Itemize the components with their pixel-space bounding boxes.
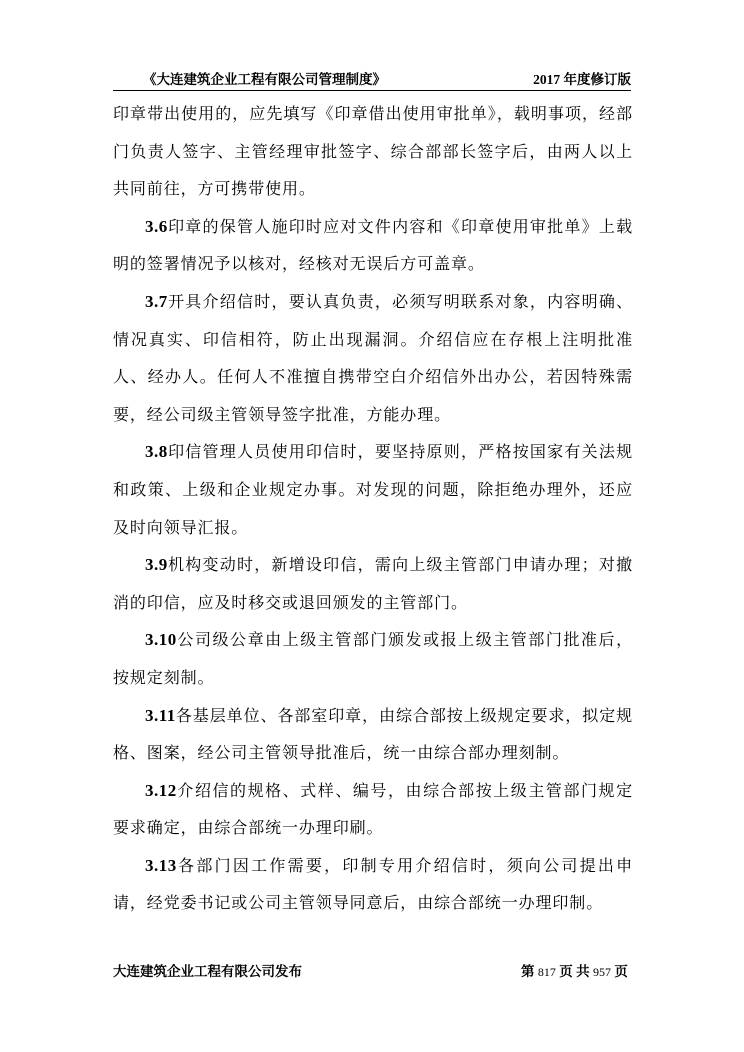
paragraph-3-7 [113,283,633,433]
clause-number: 3.12 [145,780,177,800]
paragraph-text: 印信管理人员使用印信时，要坚持原则，严格按国家有关法规和政策、上级和企业规定办事。对发现的问题，除拒绝办理外，还应及时向领导汇报。 [113,442,633,537]
paragraph-text: 印章带出使用的，应先填写《印章借出使用审批单》，载明事项，经部门负责人签字、主管经理审批签字、综合部部长签字后，由两人以上共同前往，方可携带使用。 [113,104,633,199]
total-page-number: 957 [593,965,611,979]
clause-number: 3.9 [145,555,168,575]
paragraph-3-10 [113,621,633,696]
page-prefix: 第 [521,964,535,979]
paragraph-text: 开具介绍信时，要认真负责，必须写明联系对象，内容明确、情况真实、印信相符，防止出现漏洞。介绍信应在存根上注明批准人、经办人。任何人不准擅自携带空白介绍信外出办公，若因特殊需要，经公司级主管领导签字批准，方能办理。 [113,291,633,424]
paragraph-3-13 [113,847,633,922]
publisher-label: 大连建筑企业工程有限公司发布 [113,964,302,979]
page-header [113,64,631,91]
paragraph-3-11 [113,697,633,772]
page-suffix: 页 [614,964,628,979]
clause-number: 3.11 [145,705,176,725]
clause-number: 3.13 [145,855,177,875]
clause-number: 3.8 [145,442,168,462]
paragraph-text: 介绍信的规格、式样、编号，由综合部按上级主管部门规定要求确定，由综合部统一办理印刷。 [113,780,633,838]
paragraph-continued [113,95,633,208]
revision-label: 2017 年度修订版 [533,72,631,87]
page-counter [521,960,628,980]
current-page-number: 817 [537,965,556,979]
paragraph-3-12 [113,772,633,847]
paragraph-text: 机构变动时，新增设印信，需向上级主管部门申请办理；对撤消的印信，应及时移交或退回颁发的主管部门。 [113,555,633,612]
paragraph-text: 印章的保管人施印时应对文件内容和《印章使用审批单》上载明的签署情况予以核对，经核对无误后方可盖章。 [113,216,633,274]
paragraph-3-9 [113,546,633,621]
clause-number: 3.6 [145,216,168,236]
paragraph-3-6 [113,208,633,283]
paragraph-text: 各基层单位、各部室印章，由综合部按上级规定要求，拟定规格、图案，经公司主管领导批准后，统一由综合部办理刻制。 [113,705,633,763]
page-mid: 页 共 [559,964,590,979]
document-body [113,95,633,922]
clause-number: 3.10 [145,630,177,650]
document-title: 《大连建筑企业工程有限公司管理制度》 [143,72,386,87]
paragraph-text: 各部门因工作需要，印制专用介绍信时，须向公司提出申请，经党委书记或公司主管领导同意后，由综合部统一办理印制。 [113,855,633,913]
paragraph-3-8 [113,433,633,546]
clause-number: 3.7 [145,291,168,311]
paragraph-text: 公司级公章由上级主管部门颁发或报上级主管部门批准后，按规定刻制。 [113,630,633,687]
